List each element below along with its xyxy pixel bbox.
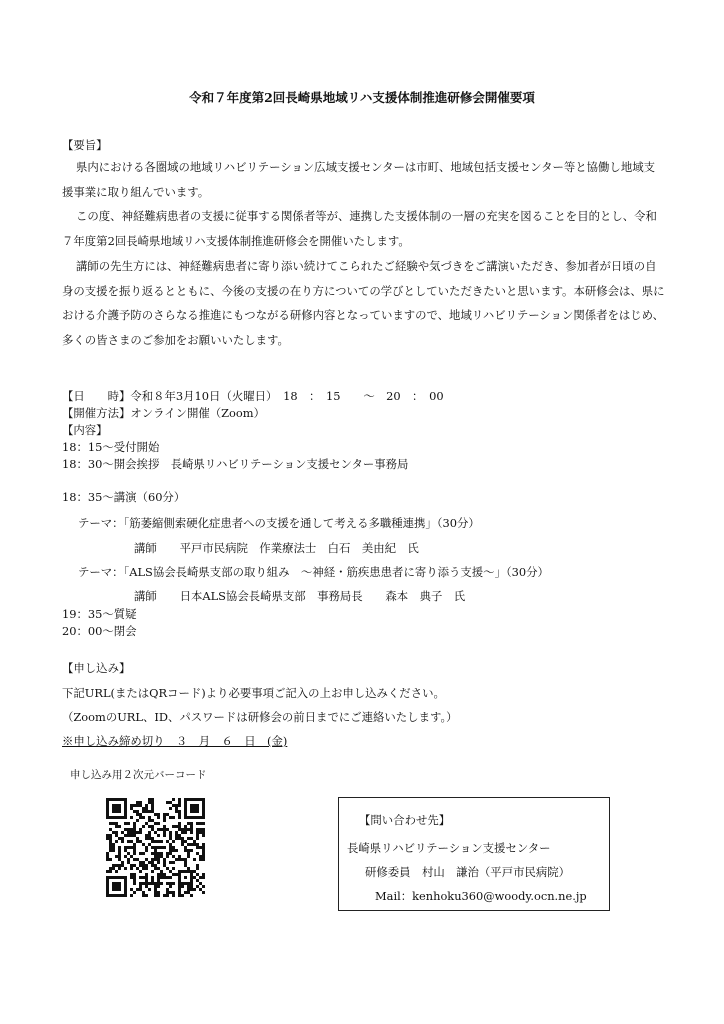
contact-box bbox=[338, 797, 610, 911]
application-note: （ZoomのURL、ID、パスワードは研修会の前日までにご連絡いたします。） bbox=[62, 710, 458, 724]
document-title: 令和７年度第2回長崎県地域リハ支援体制推進研修会開催要項 bbox=[189, 90, 535, 105]
method-label: 【開催方法】 bbox=[62, 406, 131, 420]
application-deadline: ※申し込み締め切り ３ 月 ６ 日 (金) bbox=[62, 734, 288, 748]
qr-caption: 申し込み用２次元バーコード bbox=[70, 769, 207, 781]
method-value: オンライン開催（Zoom） bbox=[130, 406, 265, 420]
program-item-reception: 18：15～受付開始 bbox=[62, 440, 160, 454]
program-item-qa: 19：35～質疑 bbox=[62, 607, 137, 621]
purpose-heading: 【要旨】 bbox=[62, 138, 108, 152]
purpose-paragraph-3: 講師の先生方には、神経難病患者に寄り添い続けてこられたご経験や気づきをご講演いただき、参加者が日頃の自身の支援を振り返るとともに、今後の支援の在り方についての学びとしていただきたいと思います。本研修会は、県における介護予防のさらなる推進にもつながる研修内容となっていますので、地域リハビリテーション関係者をはじめ、多くの皆さまのご参加をお願いいたします。 bbox=[62, 259, 665, 347]
lecture-theme-1: テーマ：「筋萎縮側索硬化症患者への支援を通して考える多職種連携」（30分） bbox=[78, 516, 480, 530]
qr-code-image bbox=[106, 798, 205, 897]
lecture-speaker-2: 講師 日本ALS協会長崎県支部 事務局長 森本 典子 氏 bbox=[134, 589, 466, 603]
lecture-theme-2: テーマ：「ALS協会長崎県支部の取り組み ～神経・筋疾患患者に寄り添う支援～」（30分） bbox=[78, 565, 549, 579]
datetime-label: 【日 時】 bbox=[62, 389, 131, 403]
contact-heading: 【問い合わせ先】 bbox=[359, 813, 451, 827]
lecture-speaker-1: 講師 平戸市民病院 作業療法士 白石 美由紀 氏 bbox=[134, 541, 419, 555]
content-heading: 【内容】 bbox=[62, 423, 108, 437]
program-item-lecture: 18：35～講演（60分） bbox=[62, 490, 186, 504]
contact-person: 研修委員 村山 謙治（平戸市民病院） bbox=[365, 865, 571, 879]
purpose-paragraph-2: この度、神経難病患者の支援に従事する関係者等が、連携した支援体制の一層の充実を図ることを目的とし、令和７年度第2回長崎県地域リハ支援体制推進研修会を開催いたします。 bbox=[62, 209, 657, 248]
contact-mail[interactable]: Mail：kenhoku360@woody.ocn.ne.jp bbox=[375, 889, 587, 903]
program-item-closing: 20：00～閉会 bbox=[62, 624, 137, 638]
purpose-paragraph-1: 県内における各圏域の地域リハビリテーション広域支援センターは市町、地域包括支援センター等と協働し地域支援事業に取り組んでいます。 bbox=[62, 160, 655, 199]
application-heading: 【申し込み】 bbox=[62, 661, 131, 675]
method-row bbox=[62, 405, 265, 422]
application-instruction: 下記URL(またはQRコード)より必要事項ご記入の上お申し込みください。 bbox=[62, 686, 445, 700]
program-item-opening: 18：30～開会挨拶 長崎県リハビリテーション支援センター事務局 bbox=[62, 457, 409, 471]
qr-code[interactable] bbox=[106, 798, 205, 897]
contact-organization: 長崎県リハビリテーション支援センター bbox=[347, 841, 551, 855]
datetime-row bbox=[62, 388, 444, 405]
datetime-value: 令和８年3月10日（火曜日） 18 ： 15 ～ 20 ： 00 bbox=[130, 389, 444, 403]
